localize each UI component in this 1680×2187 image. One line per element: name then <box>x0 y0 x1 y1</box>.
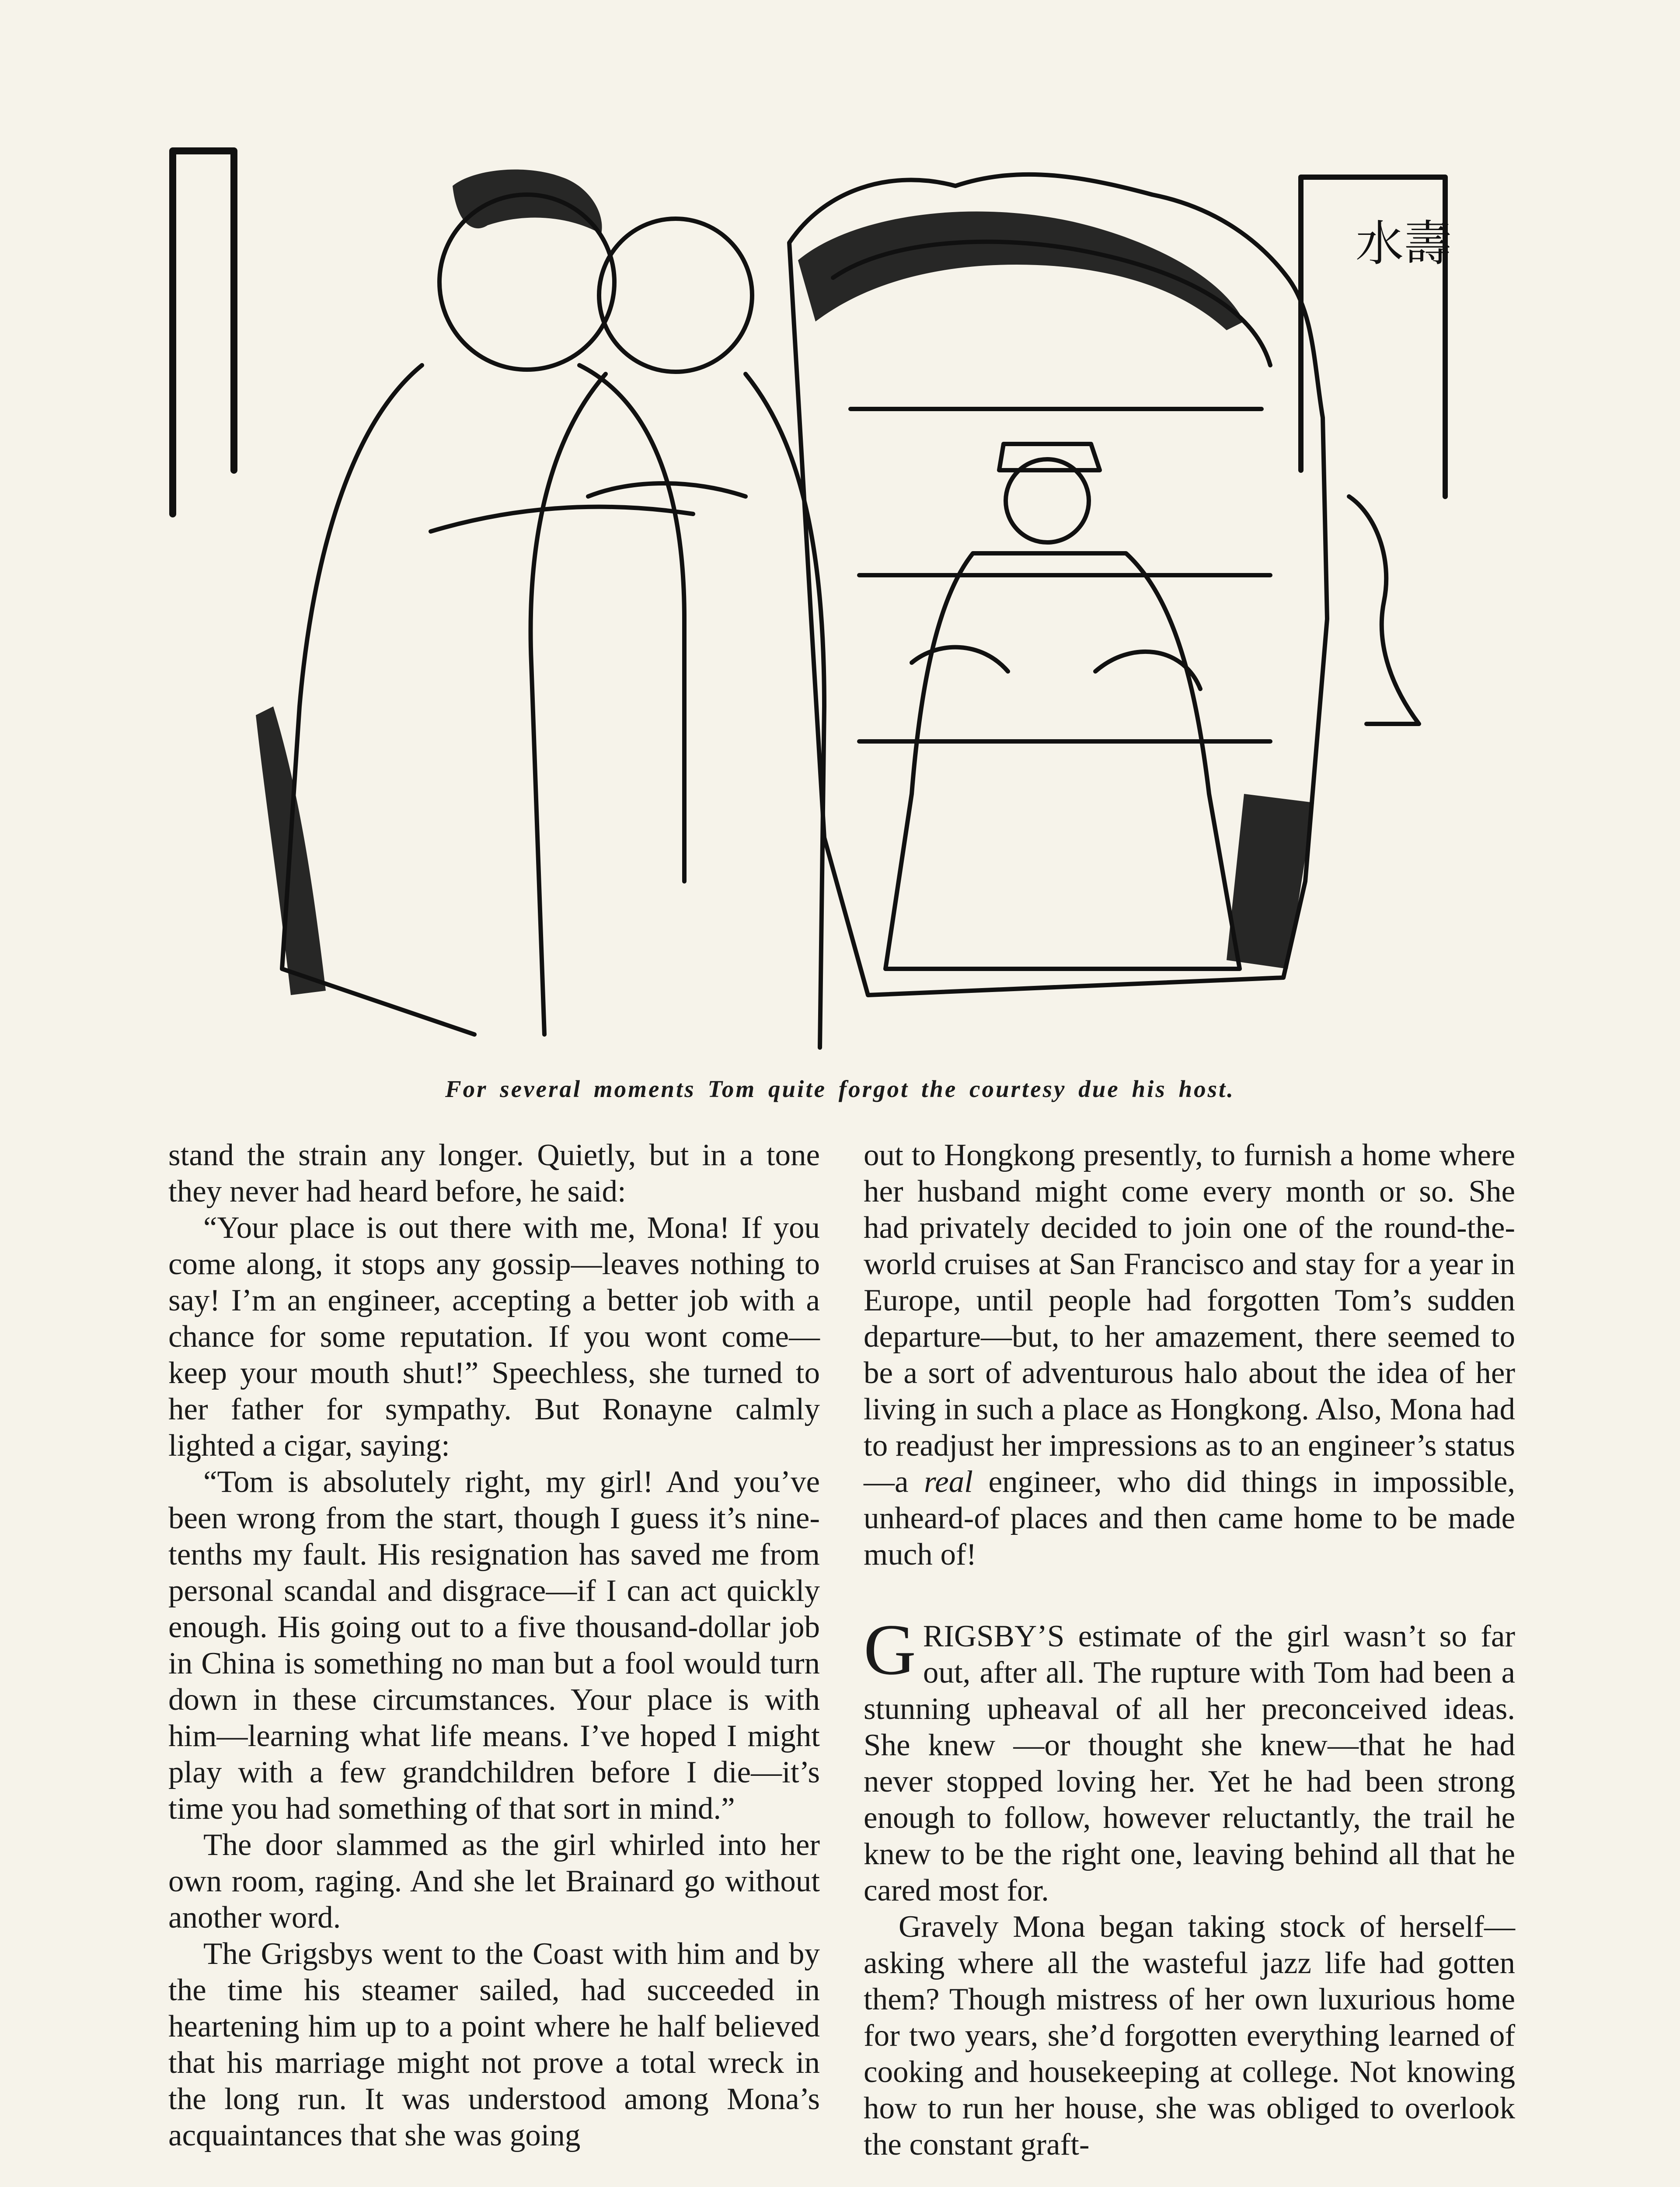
illustration <box>168 138 1515 1065</box>
scroll-characters: 水壽 <box>1356 216 1452 272</box>
paragraph: “Tom is absolutely right, my girl! And you’ve been wrong from the start, though I guess it’s nine-tenths my fault. His resignation has saved me from personal scandal and disgrace—if I can act quickly enough. His going out to a five thousand-dollar job in China is something no man but a fool would turn down in these circumstances. Your place is with him—learning what life means. I’ve hoped I might play with a few grandchildren before I die—it’s time you had something of that sort in mind.” <box>168 1465 820 1826</box>
paragraph: The door slammed as the girl whirled into her own room, raging. And she let Brainard go without another word. <box>168 1828 820 1935</box>
paragraph <box>864 1137 1515 1573</box>
drop-cap: G <box>864 1609 916 1690</box>
paragraph: The Grigsbys went to the Coast with him and by the time his steamer sailed, had succeeded in heartening him up to a point where he half believed that his marriage might not prove a total wreck in the long run. It was understood among Mona’s acquaintances that she was going <box>168 1937 820 2152</box>
illustration-drawing <box>168 138 1515 1065</box>
emphasis-word: real <box>924 1465 973 1499</box>
paragraph: “Your place is out there with me, Mona! If you come along, it stops any gossip—leaves nothing to say! I’m an engineer, accepting a better job with a chance for some reputation. If you wont come—keep your mouth shut!” Speechless, she turned to her father for sympathy. But Ronayne calmly lighted a cigar, saying: <box>168 1211 820 1463</box>
paragraph: Gravely Mona began taking stock of herself—asking where all the wasteful jazz life had gotten them? Though mistress of her own luxurious home for two years, she’d forgotten everything learned of cooking and housekeeping at college. Not knowing how to run her house, she was obliged to overlook the constant graft- <box>864 1910 1515 2162</box>
text-column-right <box>864 1137 1515 2163</box>
paragraph-text: RIGSBY’S estimate of the girl wasn’t so far out, after all. The rupture with Tom had been a stunning upheaval of all her preconceived ideas. She knew —or thought she knew—that he had never stopped loving her. Yet he had been strong enough to follow, however reluctantly, the trail he knew to be the right one, leaving behind all that he cared most for. <box>864 1619 1515 1908</box>
illustration-caption: For several moments Tom quite forgot the courtesy due his host. <box>445 1076 1235 1102</box>
paragraph-text: engineer, who did things in impossible, unheard-of places and then came home to be made much of! <box>864 1465 1515 1572</box>
paragraph-text: out to Hongkong presently, to furnish a home where her husband might come every month or so. She had privately decided to join one of the round-the-world cruises at San Francisco and stay for a year in Europe, until people had forgotten Tom’s sudden departure—but, to her amazement, there seemed to be a sort of adventurous halo about the idea of her living in such a place as Hongkong. Also, Mona had to readjust her impressions as to an engineer’s status—a <box>864 1138 1515 1499</box>
paragraph: stand the strain any longer. Quietly, but in a tone they never had heard before, he said: <box>168 1138 820 1209</box>
text-column-left <box>168 1137 820 2154</box>
section-opening-paragraph <box>864 1609 1515 1909</box>
